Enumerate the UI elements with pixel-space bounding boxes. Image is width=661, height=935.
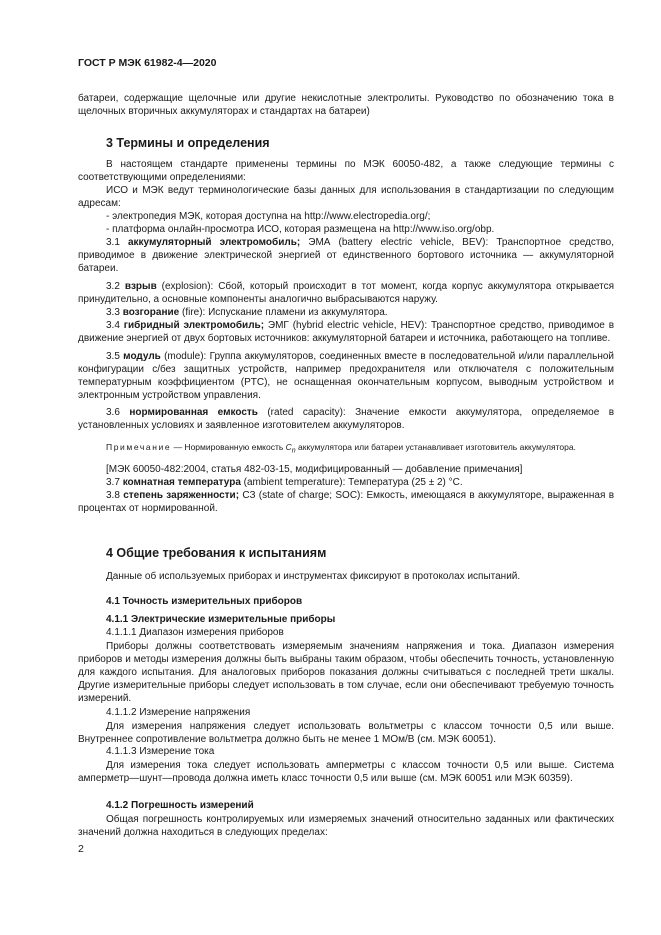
document-header: ГОСТ Р МЭК 61982-4—2020 [78,57,217,69]
section-3-title: 3 Термины и определения [106,136,270,150]
term-3-2: 3.2 взрыв (explosion): Сбой, который происходит в тот момент, когда корпус аккумулятора открывается принудительно, а основные компоненты аналогично выбрасываются наружу. [78,281,615,305]
paragraph-4-1-1-3: Для измерения тока следует использовать амперметры с классом точности 0,5 или выше. Система амперметр—шунт—провода должна иметь класс точности 0,5 или выше (см. МЭК 60051 или МЭК 60359). [78,760,614,784]
paragraph-4-1-1-2: Для измерения напряжения следует использовать вольтметры с классом точности 0,5 или выше. Внутреннее сопротивление вольтметра должно быть не менее 1 МОм/В (см. МЭК 60051). [78,721,614,745]
term-3-6: 3.6 нормированная емкость (rated capacity): Значение емкости аккумулятора, определяемое в установленных условиях и заявленное изготовителем аккумуляторов. [78,407,615,431]
paragraph-4-1-1-1: Приборы должны соответствовать измеряемым значениям напряжения и тока. Диапазон измерения приборов и методы измерения должны быть выбраны таким образом, чтобы обеспечить точность, установленную для каждого испытания. Для аналоговых приборов показания должны считываться с последней трети шкалы. Другие измерительные приборы следует использовать в том случае, если они обеспечивают требуемую точность измерений. [78,641,614,704]
term-3-4: 3.4 гибридный электромобиль; ЭМГ (hybrid electric vehicle, HEV): Транспортное средство, приводимое в движение энергией от двух бортовых источников: аккумуляторной батареи и источника, работающего на топливе. [78,320,615,344]
term-3-5: 3.5 модуль (module): Группа аккумуляторов, соединенных вместе в последовательной и/или параллельной конфигурации с/без защитных устройств, например предохранителя или отключателя с положительным температурным коэффициентом (PTC), не оснащенная окончательным корпусом, выводным устройством и электронным устройством управления. [78,351,615,401]
heading-4-1-2: 4.1.2 Погрешность измерений [106,800,254,811]
page-number: 2 [78,843,84,855]
section-3-body [78,158,614,515]
heading-4-1-1-3: 4.1.1.3 Измерение тока [106,746,215,757]
heading-4-1-1: 4.1.1 Электрические измерительные приборы [106,614,336,625]
note-3-6: Примечание — Нормированную емкость $C_n$ аккумулятора или батареи устанавливает изготовитель аккумулятора. [106,442,576,455]
s3-paragraph-1: В настоящем стандарте применены термины по МЭК 60050-482, а также следующие термины с соответствующими определениями: [78,159,614,183]
s3-paragraph-2: ИСО и МЭК ведут терминологические базы данных для использования в стандартизации по следующим адресам: [78,185,614,209]
heading-4-1-1-1: 4.1.1.1 Диапазон измерения приборов [106,627,284,638]
s3-list-item-1: - электропедия МЭК, которая доступна на http://www.electropedia.org/; [106,211,431,222]
intro-paragraph: батареи, содержащие щелочные или другие некислотные электролиты. Руководство по обозначению тока в щелочных вторичных аккумуляторах и стандартах на батареи) [78,93,614,117]
term-3-3: 3.3 возгорание (fire): Испускание пламени из аккумулятора. [106,307,388,318]
term-3-8: 3.8 степень заряженности; СЗ (state of charge; SOC): Емкость, имеющаяся в аккумуляторе, выраженная в процентах от нормированной. [78,489,615,514]
heading-4-1-1-2: 4.1.1.2 Измерение напряжения [106,707,251,718]
section-4-title: 4 Общие требования к испытаниям [106,546,327,560]
s3-list-item-2: - платформа онлайн-просмотра ИСО, которая размещена на http://www.iso.org/obp. [106,224,495,235]
section-4-intro: Данные об используемых приборах и инструментах фиксируют в протоколах испытаний. [106,571,521,582]
term-3-7: 3.7 комнатная температура (ambient temperature): Температура (25 ± 2) °C. [106,476,463,488]
reference-3-6: [МЭК 60050-482:2004, статья 482-03-15, модифицированный — добавление примечания] [106,463,523,475]
paragraph-4-1-2: Общая погрешность контролируемых или измеряемых значений относительно заданных или фактических значений должна находиться в следующих пределах: [78,814,614,838]
term-3-1: 3.1 аккумуляторный электромобиль; ЭМА (battery electric vehicle, BEV): Транспортное средство, приводимое в движение электрической энергией от единственного бортового источника — аккумуляторной батареи. [78,237,614,274]
heading-4-1: 4.1 Точность измерительных приборов [106,596,303,607]
